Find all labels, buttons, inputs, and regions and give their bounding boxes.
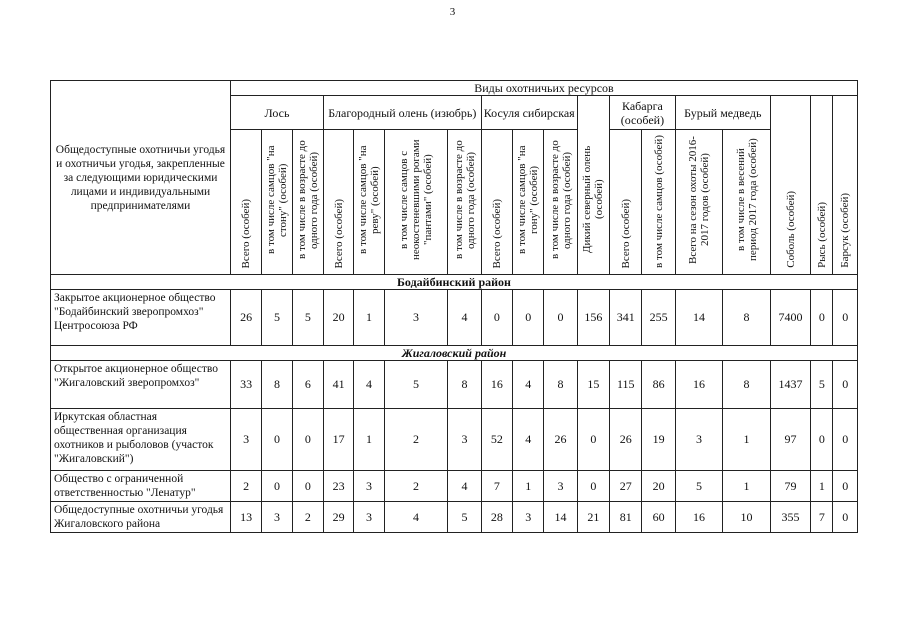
cell-value: 14 [544, 502, 577, 533]
cell-value: 0 [292, 409, 323, 471]
cell-value: 8 [544, 361, 577, 409]
cell-value: 5 [262, 290, 292, 346]
cell-value: 19 [642, 409, 675, 471]
cell-value: 0 [262, 471, 292, 502]
cell-value: 1 [723, 471, 771, 502]
cell-value: 3 [354, 471, 384, 502]
cell-value: 0 [833, 290, 858, 346]
cell-value: 156 [577, 290, 609, 346]
cell-value: 0 [833, 471, 858, 502]
cell-value: 0 [292, 471, 323, 502]
cell-value: 52 [481, 409, 512, 471]
cell-value: 7 [811, 502, 833, 533]
cell-value: 14 [675, 290, 723, 346]
group-kabarga: Кабарга (особей) [610, 96, 676, 130]
district-zhigalovo: Жигаловский район [51, 346, 858, 361]
row-label: Общедоступные охотничьи угодья Жигаловского района [51, 502, 231, 533]
cell-value: 0 [833, 409, 858, 471]
cell-value: 26 [230, 290, 261, 346]
cell-value: 2 [230, 471, 261, 502]
cell-value: 0 [544, 290, 577, 346]
row-label: Закрытое акционерное общество "Бодайбинский зверопромхоз" Центросоюза РФ [51, 290, 231, 346]
cell-value: 97 [770, 409, 810, 471]
cell-value: 17 [323, 409, 353, 471]
cell-value: 3 [384, 290, 448, 346]
col-header-c12: Всего (особей) [610, 130, 642, 275]
cell-value: 33 [230, 361, 261, 409]
cell-value: 255 [642, 290, 675, 346]
cell-value: 2 [384, 409, 448, 471]
cell-value: 0 [833, 502, 858, 533]
cell-value: 0 [577, 471, 609, 502]
table-row [51, 471, 858, 502]
cell-value: 79 [770, 471, 810, 502]
cell-value: 20 [323, 290, 353, 346]
cell-value: 0 [833, 361, 858, 409]
cell-value: 355 [770, 502, 810, 533]
cell-value: 3 [262, 502, 292, 533]
cell-value: 4 [513, 409, 544, 471]
cell-value: 6 [292, 361, 323, 409]
super-header: Виды охотничьих ресурсов [230, 81, 857, 96]
row-label: Общество с ограниченной ответственностью "Ленатур" [51, 471, 231, 502]
page-number: 3 [449, 6, 456, 18]
cell-value: 16 [675, 502, 723, 533]
col-header-c2: в том числе самцов "на стону" (особей) [262, 130, 292, 275]
col-header-c4: Всего (особей) [323, 130, 353, 275]
cell-value: 8 [723, 290, 771, 346]
table-row [51, 502, 858, 533]
cell-value: 1437 [770, 361, 810, 409]
corner-header: Общедоступные охотничьи угодья и охотничьи угодья, закрепленные за следующими юридическими лицами и индивидуальными предпринимателями [51, 81, 231, 275]
col-header-c6: в том числе самцов с неокостеневшими рогами "пантами" (особей) [384, 130, 448, 275]
col-header-c15: в том числе в весений период 2017 года (особей) [723, 130, 771, 275]
group-medved: Бурый медведь [675, 96, 770, 130]
cell-value: 26 [610, 409, 642, 471]
col-header-c13: в том числе самцов (особей) [642, 130, 675, 275]
cell-value: 0 [811, 409, 833, 471]
cell-value: 7400 [770, 290, 810, 346]
cell-value: 23 [323, 471, 353, 502]
cell-value: 2 [384, 471, 448, 502]
cell-value: 3 [354, 502, 384, 533]
row-label: Открытое акционерное общество "Жигаловский зверопромхоз" [51, 361, 231, 409]
col-header-c11: Дикий северный олень (особей) [577, 96, 609, 275]
cell-value: 5 [448, 502, 481, 533]
cell-value: 0 [262, 409, 292, 471]
cell-value: 86 [642, 361, 675, 409]
district-bodaibo: Бодайбинский район [51, 275, 858, 290]
cell-value: 13 [230, 502, 261, 533]
col-header-c7: в том числе в возрасте до одного года (особей) [448, 130, 481, 275]
col-header-c8: Всего (особей) [481, 130, 512, 275]
cell-value: 3 [544, 471, 577, 502]
group-kosulya: Косуля сибирская [481, 96, 577, 130]
cell-value: 20 [642, 471, 675, 502]
col-header-c1: Всего (особей) [230, 130, 261, 275]
cell-value: 0 [481, 290, 512, 346]
cell-value: 3 [448, 409, 481, 471]
col-header-c5: в том числе самцов "на реву" (особей) [354, 130, 384, 275]
col-header-c18: Барсук (особей) [833, 96, 858, 275]
cell-value: 41 [323, 361, 353, 409]
cell-value: 4 [448, 471, 481, 502]
cell-value: 1 [354, 409, 384, 471]
cell-value: 4 [384, 502, 448, 533]
row-label: Иркутская областная общественная организация охотников и рыболовов (участок "Жигаловский") [51, 409, 231, 471]
table-row [51, 409, 858, 471]
cell-value: 2 [292, 502, 323, 533]
cell-value: 29 [323, 502, 353, 533]
cell-value: 8 [448, 361, 481, 409]
cell-value: 16 [675, 361, 723, 409]
cell-value: 341 [610, 290, 642, 346]
cell-value: 3 [230, 409, 261, 471]
cell-value: 26 [544, 409, 577, 471]
cell-value: 1 [354, 290, 384, 346]
cell-value: 115 [610, 361, 642, 409]
cell-value: 1 [513, 471, 544, 502]
cell-value: 0 [811, 290, 833, 346]
cell-value: 0 [513, 290, 544, 346]
col-header-c3: в том числе в возрасте до одного года (особей) [292, 130, 323, 275]
cell-value: 4 [354, 361, 384, 409]
cell-value: 0 [577, 409, 609, 471]
table-row [51, 361, 858, 409]
col-header-c9: в том числе самцов "на гону" (особей) [513, 130, 544, 275]
cell-value: 15 [577, 361, 609, 409]
cell-value: 28 [481, 502, 512, 533]
cell-value: 7 [481, 471, 512, 502]
cell-value: 8 [262, 361, 292, 409]
group-olen: Благородный олень (изюбрь) [323, 96, 481, 130]
table-row [51, 290, 858, 346]
hunting-resources-table [50, 80, 858, 533]
cell-value: 4 [513, 361, 544, 409]
cell-value: 10 [723, 502, 771, 533]
cell-value: 5 [675, 471, 723, 502]
cell-value: 60 [642, 502, 675, 533]
col-header-c10: в том числе в возрасте до одного года (особей) [544, 130, 577, 275]
cell-value: 16 [481, 361, 512, 409]
cell-value: 5 [811, 361, 833, 409]
cell-value: 3 [513, 502, 544, 533]
col-header-c17: Рысь (особей) [811, 96, 833, 275]
group-los: Лось [230, 96, 323, 130]
cell-value: 3 [675, 409, 723, 471]
cell-value: 5 [292, 290, 323, 346]
cell-value: 4 [448, 290, 481, 346]
cell-value: 8 [723, 361, 771, 409]
cell-value: 5 [384, 361, 448, 409]
cell-value: 81 [610, 502, 642, 533]
col-header-c16: Соболь (особей) [770, 96, 810, 275]
cell-value: 27 [610, 471, 642, 502]
cell-value: 1 [811, 471, 833, 502]
col-header-c14: Всего на сезон охоты 2016-2017 годов (особей) [675, 130, 723, 275]
cell-value: 1 [723, 409, 771, 471]
cell-value: 21 [577, 502, 609, 533]
